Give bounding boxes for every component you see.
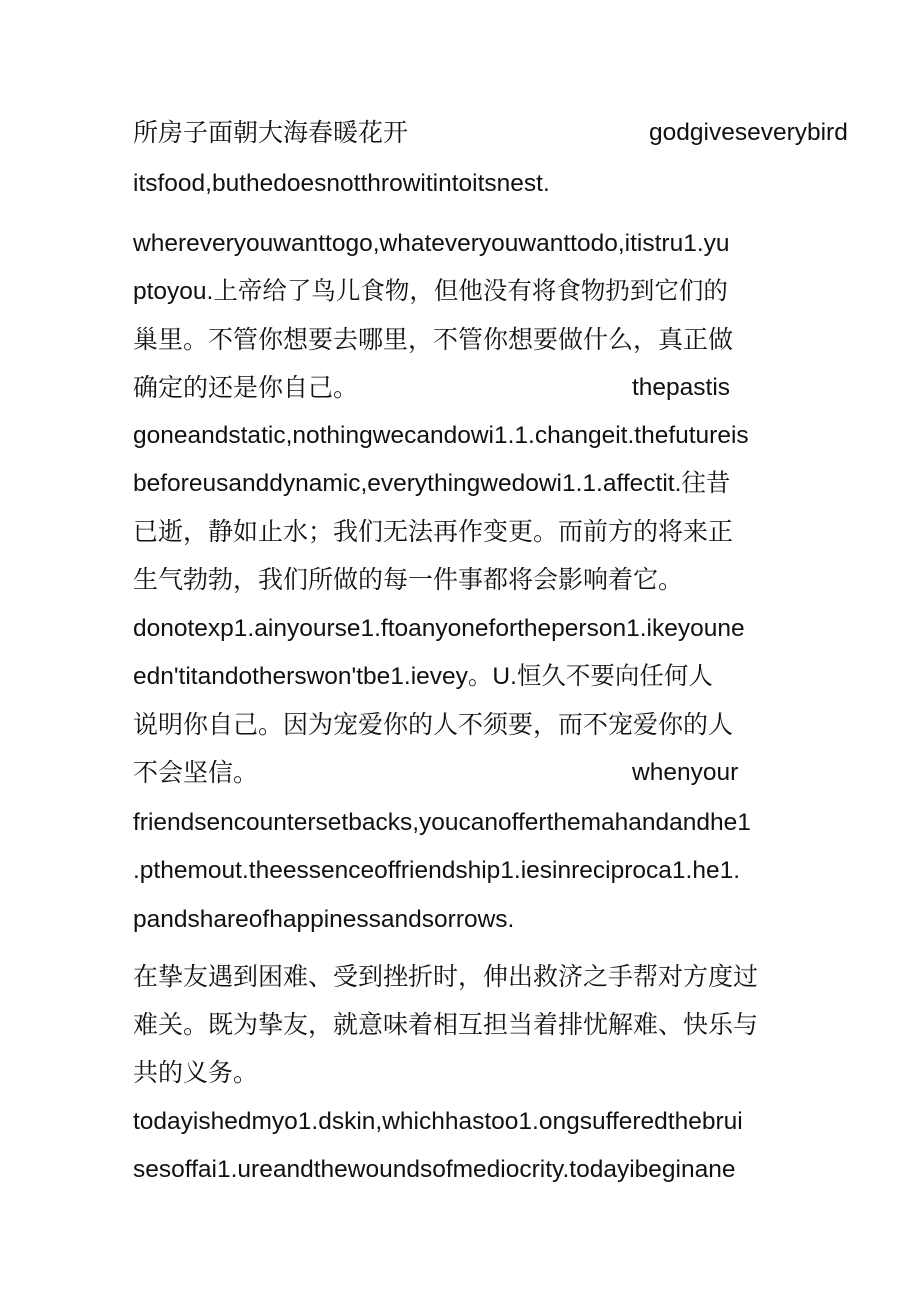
text-line: 已逝，静如止水；我们无法再作变更。而前方的将来正 xyxy=(133,517,734,546)
text-line: 巢里。不管你想要去哪里，不管你想要做什么，真正做 xyxy=(133,325,734,354)
text-segment: 确定的还是你自己。 xyxy=(133,373,359,402)
text-line: donotexp1.ainyourse1.ftoanyonefortheperson1.ikeyoune xyxy=(133,615,745,642)
text-line xyxy=(133,758,739,788)
text-line: itsfood,buthedoesnotthrowitintoitsnest. xyxy=(133,170,550,197)
text-segment: thepastis xyxy=(632,374,731,401)
text-segment: 所房子面朝大海春暖花开 xyxy=(133,118,409,147)
text-segment: godgiveseverybird xyxy=(649,119,848,146)
text-line xyxy=(133,118,848,148)
text-line: ptoyou.上帝给了鸟儿食物，但他没有将食物扔到它们的 xyxy=(133,278,728,305)
text-segment: whenyour xyxy=(632,759,739,786)
text-line: friendsencountersetbacks,youcanofferthemahandandhe1 xyxy=(133,809,751,836)
text-line: 难关。既为挚友，就意味着相互担当着排忧解难、快乐与 xyxy=(133,1010,759,1039)
text-line: beforeusanddynamic,everythingwedowi1.1.affectit.往昔 xyxy=(133,470,731,497)
text-line: 共的义务。 xyxy=(133,1058,259,1087)
text-line: goneandstatic,nothingwecandowi1.1.changeit.thefutureis xyxy=(133,422,749,449)
text-line: .pthemout.theessenceoffriendship1.iesinreciproca1.he1. xyxy=(133,857,740,884)
text-line: 说明你自己。因为宠爱你的人不须要，而不宠爱你的人 xyxy=(133,710,734,739)
text-line: pandshareofhappinessandsorrows. xyxy=(133,906,515,933)
text-line: 生气勃勃，我们所做的每一件事都将会影响着它。 xyxy=(133,565,684,594)
text-line: edn'titandotherswon'tbe1.ievey。U.恒久不要向任何人 xyxy=(133,663,713,690)
text-line: 在挚友遇到困难、受到挫折时，伸出救济之手帮对方度过 xyxy=(133,962,759,991)
text-line: sesoffai1.ureandthewoundsofmediocrity.todayibeginane xyxy=(133,1156,736,1183)
text-line: todayishedmyo1.dskin,whichhastoo1.ongsufferedthebrui xyxy=(133,1108,743,1135)
text-line: whereveryouwanttogo,whateveryouwanttodo,itistru1.yu xyxy=(133,230,730,257)
text-segment: 不会坚信。 xyxy=(133,758,259,787)
text-line xyxy=(133,373,731,403)
